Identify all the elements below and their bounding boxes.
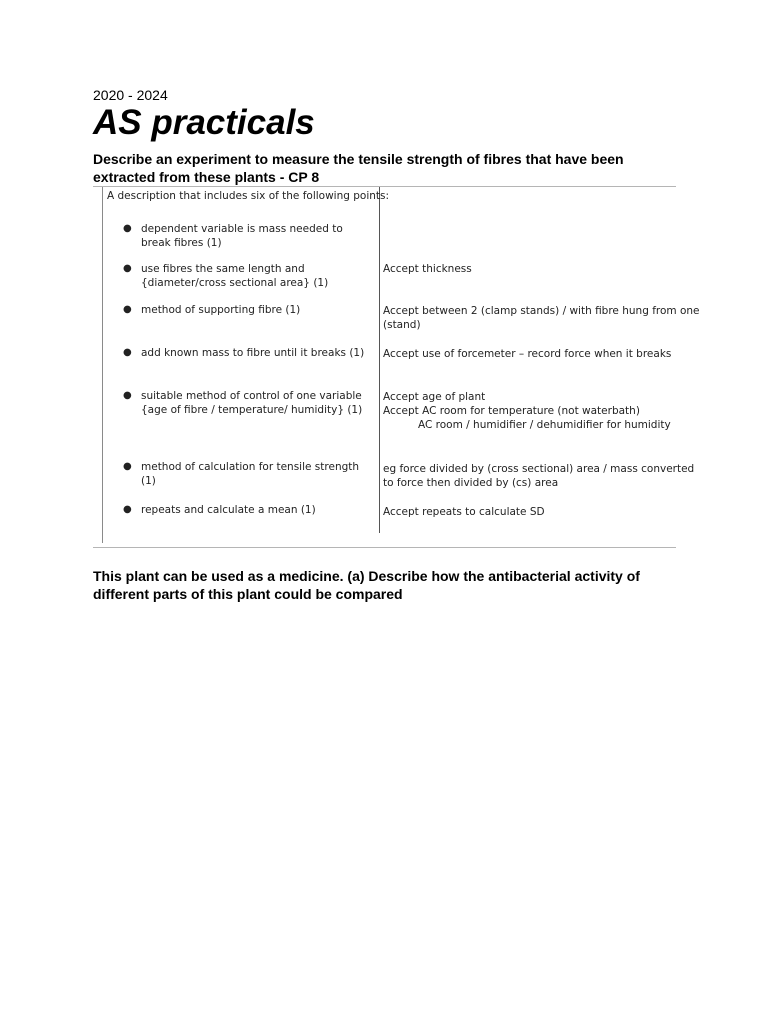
- mark-scheme-image: [93, 186, 700, 548]
- guidance-line: Accept thickness: [383, 263, 472, 275]
- bullet-icon: ●: [123, 390, 132, 401]
- guidance-line: (stand): [383, 319, 421, 331]
- guidance-note: [383, 462, 695, 490]
- mark-point-text: repeats and calculate a mean (1): [141, 504, 316, 516]
- year-range: 2020 - 2024: [93, 87, 168, 103]
- mark-point-text: method of calculation for tensile strength (1): [141, 461, 360, 487]
- table-column-divider: [379, 187, 380, 533]
- mark-point-text: suitable method of control of one variable {age of fibre / temperature/ humidity} (1): [141, 390, 363, 416]
- guidance-line: AC room / humidifier / dehumidifier for humidity: [418, 419, 671, 431]
- guidance-note: [383, 390, 675, 432]
- guidance-note: [383, 347, 675, 361]
- question-antibacterial-activity: This plant can be used as a medicine. (a) Describe how the antibacterial activity of different parts of this plant could be compared: [93, 568, 640, 602]
- guidance-note: [383, 505, 675, 519]
- mark-point-text: add known mass to fibre until it breaks (1): [141, 347, 365, 359]
- mark-point-text: dependent variable is mass needed to break fibres (1): [141, 223, 343, 249]
- bullet-icon: ●: [123, 263, 132, 274]
- guidance-line: eg force divided by (cross sectional) area / mass converted: [383, 463, 695, 475]
- guidance-line: Accept use of forcemeter – record force when it breaks: [383, 348, 672, 360]
- guidance-note: [383, 262, 675, 276]
- question-tensile-strength: Describe an experiment to measure the tensile strength of fibres that have been extracted from these plants - CP 8: [93, 151, 624, 185]
- bullet-icon: ●: [123, 504, 132, 515]
- bullet-icon: ●: [123, 304, 132, 315]
- mark-scheme-intro: A description that includes six of the following points:: [107, 190, 390, 202]
- table-left-border: [102, 187, 103, 543]
- page-title: AS practicals: [93, 103, 315, 142]
- guidance-line: Accept AC room for temperature (not waterbath): [383, 405, 640, 417]
- mark-point-text: use fibres the same length and {diameter/cross sectional area} (1): [141, 263, 329, 289]
- bullet-icon: ●: [123, 461, 132, 472]
- bullet-icon: ●: [123, 347, 132, 358]
- guidance-line: Accept age of plant: [383, 391, 486, 403]
- mark-point-text: method of supporting fibre (1): [141, 304, 301, 316]
- guidance-line: Accept repeats to calculate SD: [383, 506, 545, 518]
- guidance-line: to force then divided by (cs) area: [383, 477, 559, 489]
- bullet-icon: ●: [123, 223, 132, 234]
- guidance-note: [383, 304, 700, 332]
- guidance-line: Accept between 2 (clamp stands) / with fibre hung from one: [383, 305, 700, 317]
